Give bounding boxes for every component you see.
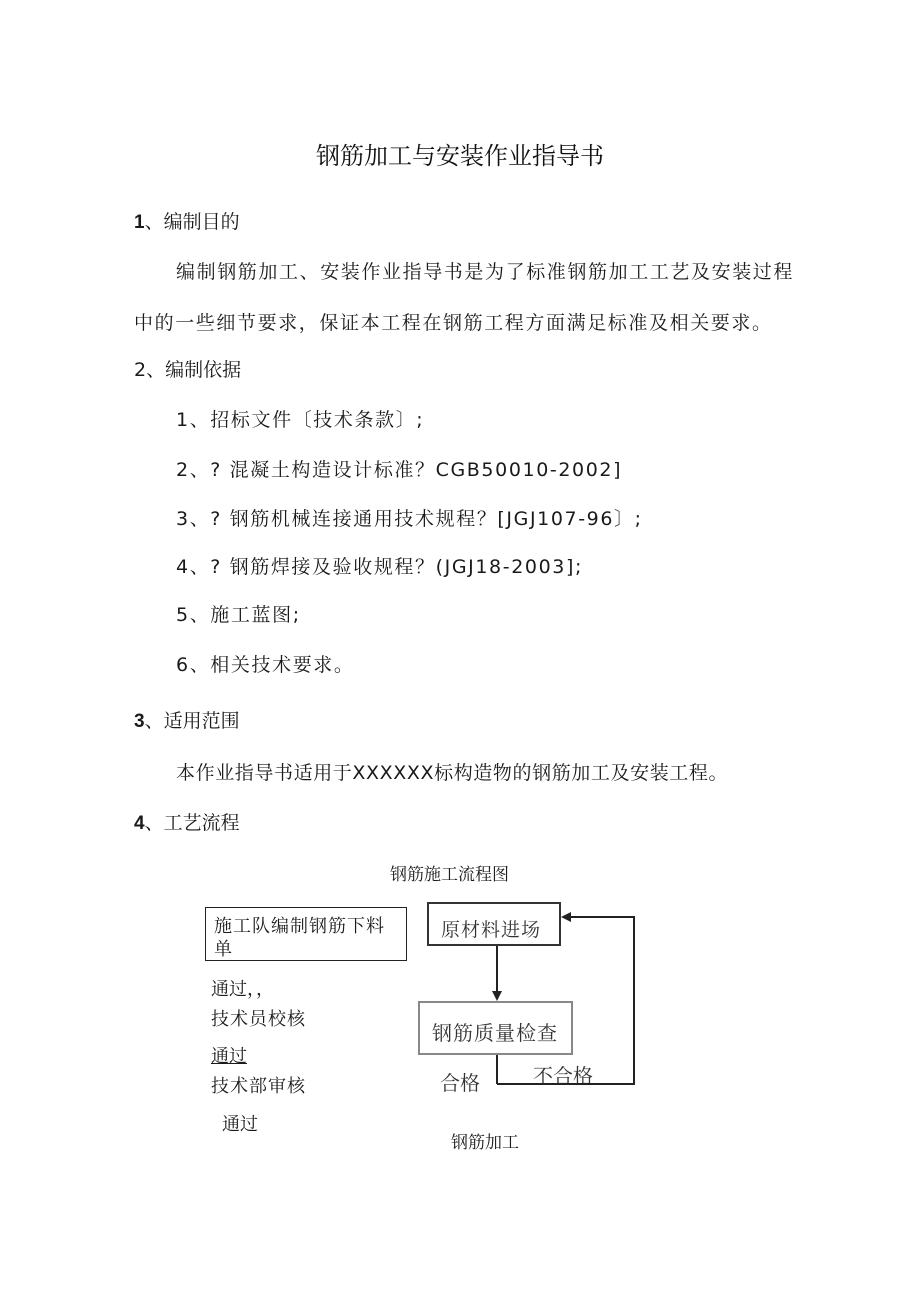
basis-item-6: 6、相关技术要求。 xyxy=(176,654,355,676)
basis-item-2: 2、? 混凝土构造设计标准？CGB50010-2002] xyxy=(176,459,623,481)
basis-item-1: 1、招标文件〔技术条款〕; xyxy=(176,409,425,431)
raw-material-entry-label: 原材料进场 xyxy=(441,919,542,941)
flowchart-caption: 钢筋施工流程图 xyxy=(390,865,509,885)
tech-dept-review-label: 技术部审核 xyxy=(211,1076,306,1097)
pass-label-3: 通过 xyxy=(222,1114,258,1135)
quality-check-label: 钢筋质量检查 xyxy=(432,1021,558,1045)
section-3-title: 、适用范围 xyxy=(144,710,240,732)
left-box-line-1: 施工队编制钢筋下料 xyxy=(214,916,385,937)
section-1-title: 、编制目的 xyxy=(144,211,240,233)
qualified-label: 合格 xyxy=(440,1071,480,1095)
rebar-processing-label: 钢筋加工 xyxy=(451,1133,519,1153)
pass-label-1: 通过，， xyxy=(211,979,274,1000)
section-1-paragraph-line-1: 编制钢筋加工、安装作业指导书是为了标准钢筋加工工艺及安装过程 xyxy=(176,261,795,283)
left-box-line-2: 单 xyxy=(214,939,232,960)
pass-label-2: 通过 xyxy=(211,1046,247,1067)
basis-item-5: 5、施工蓝图; xyxy=(176,604,301,626)
page-title: 钢筋加工与安装作业指导书 xyxy=(316,142,604,170)
section-4-title: 、工艺流程 xyxy=(144,812,240,834)
technician-check-label: 技术员校核 xyxy=(211,1009,306,1030)
unqualified-label: 不合格 xyxy=(533,1064,593,1088)
section-3-paragraph: 本作业指导书适用于XXXXXX标构造物的钢筋加工及安装工程。 xyxy=(176,762,729,784)
basis-item-3: 3、? 钢筋机械连接通用技术规程？[JGJ107-96〕; xyxy=(176,508,643,530)
section-1-num: 1 xyxy=(134,212,145,233)
basis-item-4: 4、? 钢筋焊接及验收规程？(JGJ18-2003]; xyxy=(176,556,583,578)
unqualified-return-arrow xyxy=(497,917,634,1084)
section-4-num: 4 xyxy=(134,813,145,834)
section-3-num: 3 xyxy=(134,711,145,732)
section-2-heading: 2、编制依据 xyxy=(134,359,242,381)
section-1-paragraph-line-2: 中的一些细节要求，保证本工程在钢筋工程方面满足标准及相关要求。 xyxy=(134,312,773,334)
